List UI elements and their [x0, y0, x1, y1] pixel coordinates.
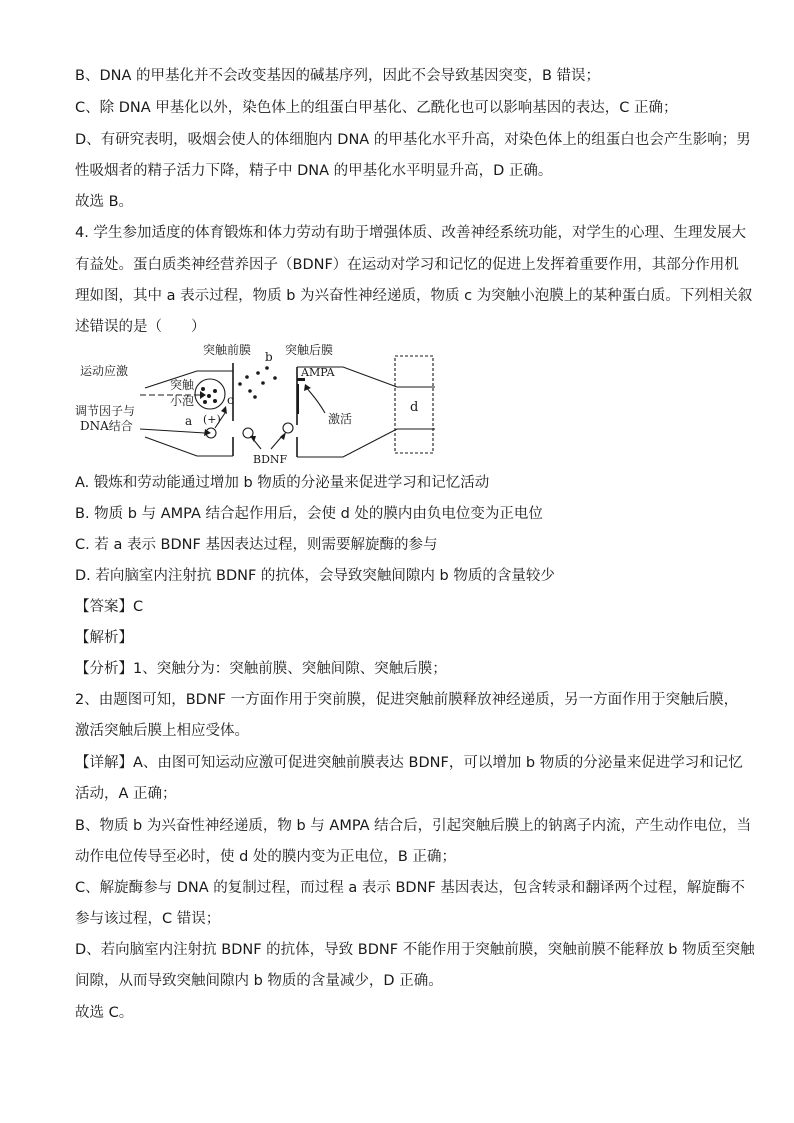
fenxi-label: 【分析】 [75, 661, 133, 677]
option-b: B. 物质 b 与 AMPA 结合起作用后，会使 d 处的膜内由负电位变为正电位 [75, 506, 543, 522]
detail-line: C、解旋酶参与 DNA 的复制过程，而过程 a 表示 BDNF 基因表达，包含转录和翻译两个过程，解旋酶不 [75, 880, 745, 896]
option-c: C. 若 a 表示 BDNF 基因表达过程，则需要解旋酶的参与 [75, 537, 438, 553]
plus-label: (+) [203, 413, 221, 426]
analysis-line [75, 659, 447, 679]
substance-b-label: b [265, 350, 273, 364]
detail-text: A、由图可知运动应激可促进突触前膜表达 BDNF，可以增加 b 物质的分泌量来促进学习和记忆 [133, 755, 743, 771]
option-d: D. 若向脑室内注射抗 BDNF 的抗体，会导致突触间隙内 b 物质的含量较少 [75, 568, 555, 584]
regulator-label: DNA结合 [80, 419, 133, 433]
region-d-label: d [410, 400, 419, 415]
process-a-label: a [185, 414, 193, 428]
answer-line [75, 597, 143, 617]
synapse-diagram [75, 341, 445, 469]
protein-c-label: c [227, 393, 234, 407]
activate-label: 激活 [328, 412, 353, 426]
presynaptic-membrane-label: 突触前膜 [203, 343, 252, 357]
regulator-label: 调节因子与 [75, 404, 136, 418]
option-a: A. 锻炼和劳动能通过增加 b 物质的分泌量来促进学习和记忆活动 [75, 475, 490, 491]
question-stem-line: 有益处。蛋白质类神经营养因子（BDNF）在运动对学习和记忆的促进上发挥着重要作用，其部分作用机 [75, 257, 739, 273]
answer-label: 【答案】 [75, 599, 133, 615]
detail-line: B、物质 b 为兴奋性神经递质，物 b 与 AMPA 结合后，引起突触后膜上的钠离子内流，产生动作电位，当 [75, 818, 752, 834]
analysis-line: 2、由题图可知，BDNF 一方面作用于突前膜，促进突触前膜释放神经递质，另一方面作用于突触后膜， [75, 692, 739, 708]
analysis-line: 激活突触后膜上相应受体。 [75, 723, 249, 739]
question-stem-line: 理如图，其中 a 表示过程，物质 b 为兴奋性神经递质，物质 c 为突触小泡膜上的某种蛋白质。下列相关叙 [75, 288, 753, 304]
fenxi-text: 1、突触分为：突触前膜、突触间隙、突触后膜； [133, 661, 447, 677]
detail-line: 参与该过程，C 错误； [75, 911, 221, 927]
choice-statement: 故选 B。 [75, 194, 134, 210]
explanation-line: D、有研究表明，吸烟会使人的体细胞内 DNA 的甲基化水平升高，对染色体上的组蛋白也会产生影响；男 [75, 132, 751, 148]
detail-line: 活动，A 正确； [75, 786, 177, 802]
detail-label: 【详解】 [75, 755, 133, 771]
analysis-heading: 【解析】 [75, 630, 133, 646]
choice-statement: 故选 C。 [75, 1005, 134, 1021]
detail-line: 动作电位传导至必时，使 d 处的膜内变为正电位，B 正确； [75, 849, 456, 865]
explanation-line: 性吸烟者的精子活力下降，精子中 DNA 的甲基化水平明显升高，D 正确。 [75, 163, 553, 179]
explanation-line: B、DNA 的甲基化并不会改变基因的碱基序列，因此不会导致基因突变，B 错误； [75, 68, 601, 84]
postsynaptic-membrane-label: 突触后膜 [285, 343, 334, 357]
question-stem-line: 述错误的是（ ） [75, 319, 206, 335]
exercise-stress-label: 运动应激 [80, 364, 129, 378]
ampa-label: AMPA [301, 366, 335, 379]
vesicle-label: 小泡 [170, 394, 195, 408]
question-stem-line: 4. 学生参加适度的体育锻炼和体力劳动有助于增强体质、改善神经系统功能，对学生的心理、生理发展大 [75, 225, 746, 241]
vesicle-label: 突触 [170, 378, 195, 392]
bdnf-label: BDNF [253, 453, 288, 466]
detail-line [75, 753, 743, 773]
answer-value: C [133, 599, 144, 615]
detail-line: 间隙，从而导致突触间隙内 b 物质的含量减少，D 正确。 [75, 973, 443, 989]
explanation-line: C、除 DNA 甲基化以外，染色体上的组蛋白甲基化、乙酰化也可以影响基因的表达，C 正确； [75, 100, 678, 116]
detail-line: D、若向脑室内注射抗 BDNF 的抗体，导致 BDNF 不能作用于突触前膜，突触前膜不能释放 b 物质至突触 [75, 942, 755, 958]
